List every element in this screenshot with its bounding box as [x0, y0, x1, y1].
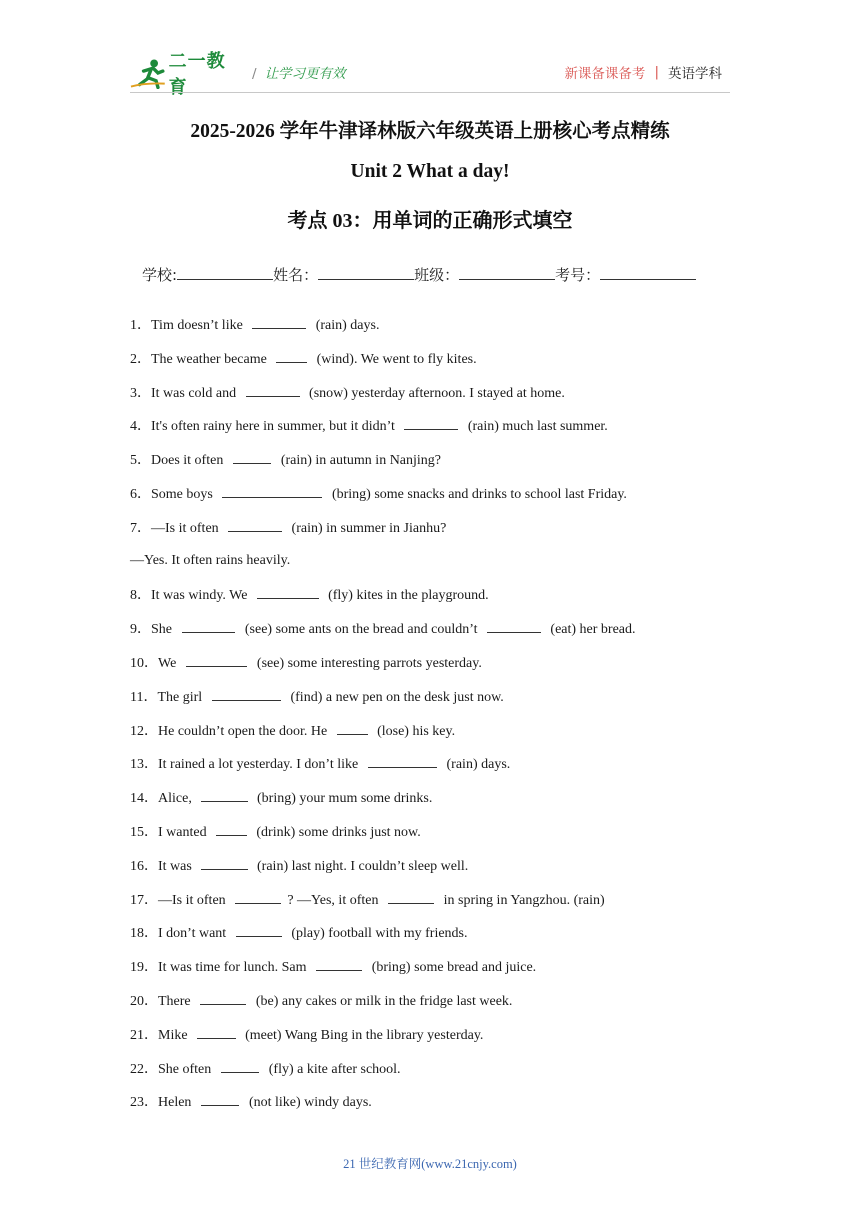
question-text: (bring) some bread and juice.: [368, 960, 537, 976]
question-text: 4．It's often rainy here in summer, but it didn’t: [130, 419, 399, 435]
question-text: (lose) his key.: [373, 723, 456, 739]
question-item: [130, 450, 730, 484]
answer-blank[interactable]: [212, 687, 281, 701]
question-text: 13．It rained a lot yesterday. I don’t like: [130, 757, 362, 773]
question-text: —Yes. It often rains heavily.: [130, 552, 291, 568]
answer-blank[interactable]: [235, 890, 281, 904]
answer-blank[interactable]: [201, 856, 247, 870]
answer-blank[interactable]: [368, 754, 437, 768]
answer-blank[interactable]: [246, 383, 300, 397]
question-text: 3．It was cold and: [130, 385, 240, 401]
page-header: [0, 0, 860, 100]
question-text: 20．There: [130, 993, 195, 1009]
answer-blank[interactable]: [222, 484, 322, 498]
slogan: / 让学习更有效: [252, 66, 346, 82]
question-text: (rain) days.: [312, 318, 380, 333]
name-label: 姓名：: [273, 266, 319, 284]
class-label: 班级：: [414, 266, 460, 284]
answer-blank[interactable]: [201, 1092, 240, 1106]
header-divider: [130, 92, 730, 93]
question-text: (eat) her bread.: [546, 622, 636, 638]
question-text: 19．It was time for lunch. Sam: [130, 960, 311, 976]
question-text: 11．The girl: [130, 689, 206, 705]
question-text: (bring) some snacks and drinks to school last Friday.: [328, 486, 627, 502]
question-item: [130, 1092, 730, 1126]
question-text: (rain) in summer in Jianhu?: [288, 520, 447, 536]
header-separator: |: [654, 64, 659, 80]
answer-blank[interactable]: [276, 349, 307, 363]
question-item: [130, 315, 730, 349]
question-text: (find) a new pen on the desk just now.: [286, 689, 504, 705]
question-text: (see) some interesting parrots yesterday.: [253, 655, 482, 671]
slogan-text: 让学习更有效: [264, 66, 346, 82]
unit-title: Unit 2 What a day!: [350, 161, 510, 182]
answer-blank[interactable]: [221, 1059, 260, 1073]
question-item: [130, 991, 730, 1025]
answer-blank[interactable]: [228, 518, 282, 532]
question-text: (drink) some drinks just now.: [252, 824, 421, 840]
question-item: [130, 957, 730, 991]
question-text: (wind). We went to fly kites.: [313, 351, 477, 367]
question-item: [130, 754, 730, 788]
question-text: (rain) days.: [443, 757, 511, 773]
question-item: [130, 822, 730, 856]
question-text: 1．Tim doesn’t like: [130, 318, 247, 333]
question-text: (rain) last night. I couldn’t sleep well.: [253, 858, 469, 874]
running-person-icon: [130, 57, 167, 89]
question-item: [130, 619, 730, 653]
answer-blank[interactable]: [182, 619, 236, 633]
name-blank[interactable]: [318, 265, 414, 280]
answer-blank[interactable]: [404, 416, 458, 430]
question-item: [130, 923, 730, 957]
question-text: 17．—Is it often: [130, 892, 230, 908]
question-item: [130, 518, 730, 552]
course-label: 新课备课备考: [564, 66, 646, 82]
question-item: [130, 1025, 730, 1059]
question-item: [130, 383, 730, 417]
answer-blank[interactable]: [233, 450, 272, 464]
logo: [130, 51, 242, 98]
answer-blank[interactable]: [257, 585, 319, 599]
question-item: [130, 552, 730, 586]
question-text: 15．I wanted: [130, 824, 211, 840]
question-text: (rain) much last summer.: [464, 419, 608, 435]
question-text: 5．Does it often: [130, 453, 227, 469]
school-label: 学校:: [142, 266, 178, 284]
question-text: (fly) kites in the playground.: [324, 588, 489, 604]
question-text: 10．We: [130, 655, 180, 671]
question-item: [130, 349, 730, 383]
answer-blank[interactable]: [236, 923, 282, 937]
answer-blank[interactable]: [216, 822, 247, 836]
answer-blank[interactable]: [388, 890, 434, 904]
answer-blank[interactable]: [487, 619, 541, 633]
question-text: 12．He couldn’t open the door. He: [130, 723, 331, 739]
question-text: 14．Alice,: [130, 791, 196, 807]
question-list: [130, 315, 730, 1126]
school-blank[interactable]: [177, 265, 273, 280]
page-title: 2025-2026 学年牛津译林版六年级英语上册核心考点精练: [190, 121, 670, 142]
answer-blank[interactable]: [200, 991, 246, 1005]
question-text: 22．She often: [130, 1061, 215, 1077]
answer-blank[interactable]: [316, 957, 362, 971]
question-text: (play) football with my friends.: [287, 926, 468, 942]
question-item: [130, 721, 730, 755]
question-text: 18．I don’t want: [130, 926, 230, 942]
question-item: [130, 687, 730, 721]
question-item: [130, 1059, 730, 1093]
question-text: (see) some ants on the bread and couldn’t: [241, 622, 482, 638]
question-item: [130, 856, 730, 890]
question-text: 7．—Is it often: [130, 520, 223, 536]
question-text: 8．It was windy. We: [130, 588, 251, 604]
question-item: [130, 653, 730, 687]
question-text: in spring in Yangzhou. (rain): [440, 892, 605, 908]
answer-blank[interactable]: [186, 653, 248, 667]
question-text: 16．It was: [130, 858, 196, 874]
footer: 21 世纪教育网(www.21cnjy.com): [343, 1157, 517, 1171]
question-item: [130, 484, 730, 518]
question-text: 23．Helen: [130, 1095, 195, 1111]
question-text: (be) any cakes or milk in the fridge last week.: [252, 993, 513, 1009]
answer-blank[interactable]: [201, 788, 247, 802]
logo-text: 二一教育: [168, 51, 226, 98]
question-text: (snow) yesterday afternoon. I stayed at home.: [305, 385, 565, 401]
question-text: (not like) windy days.: [245, 1095, 372, 1111]
question-text: (meet) Wang Bing in the library yesterday.: [241, 1027, 484, 1043]
answer-blank[interactable]: [197, 1025, 236, 1039]
question-text: 21．Mike: [130, 1027, 192, 1043]
number-label: 考号：: [555, 266, 601, 284]
answer-blank[interactable]: [252, 315, 306, 329]
question-text: 6．Some boys: [130, 486, 217, 502]
question-item: [130, 416, 730, 450]
question-text: 2．The weather became: [130, 351, 271, 367]
question-item: [130, 890, 730, 924]
question-item: [130, 585, 730, 619]
header-right: [564, 62, 722, 82]
question-text: ? —Yes, it often: [287, 892, 382, 908]
student-info-row: [142, 264, 696, 285]
section-title: 考点 03：用单词的正确形式填空: [287, 210, 573, 232]
question-text: 9．She: [130, 622, 176, 638]
question-text: (rain) in autumn in Nanjing?: [277, 453, 442, 469]
question-text: (fly) a kite after school.: [265, 1061, 401, 1077]
class-blank[interactable]: [459, 265, 555, 280]
question-item: [130, 788, 730, 822]
number-blank[interactable]: [600, 265, 696, 280]
subject-label: 英语学科: [668, 66, 722, 82]
answer-blank[interactable]: [337, 721, 368, 735]
question-text: (bring) your mum some drinks.: [253, 791, 433, 807]
